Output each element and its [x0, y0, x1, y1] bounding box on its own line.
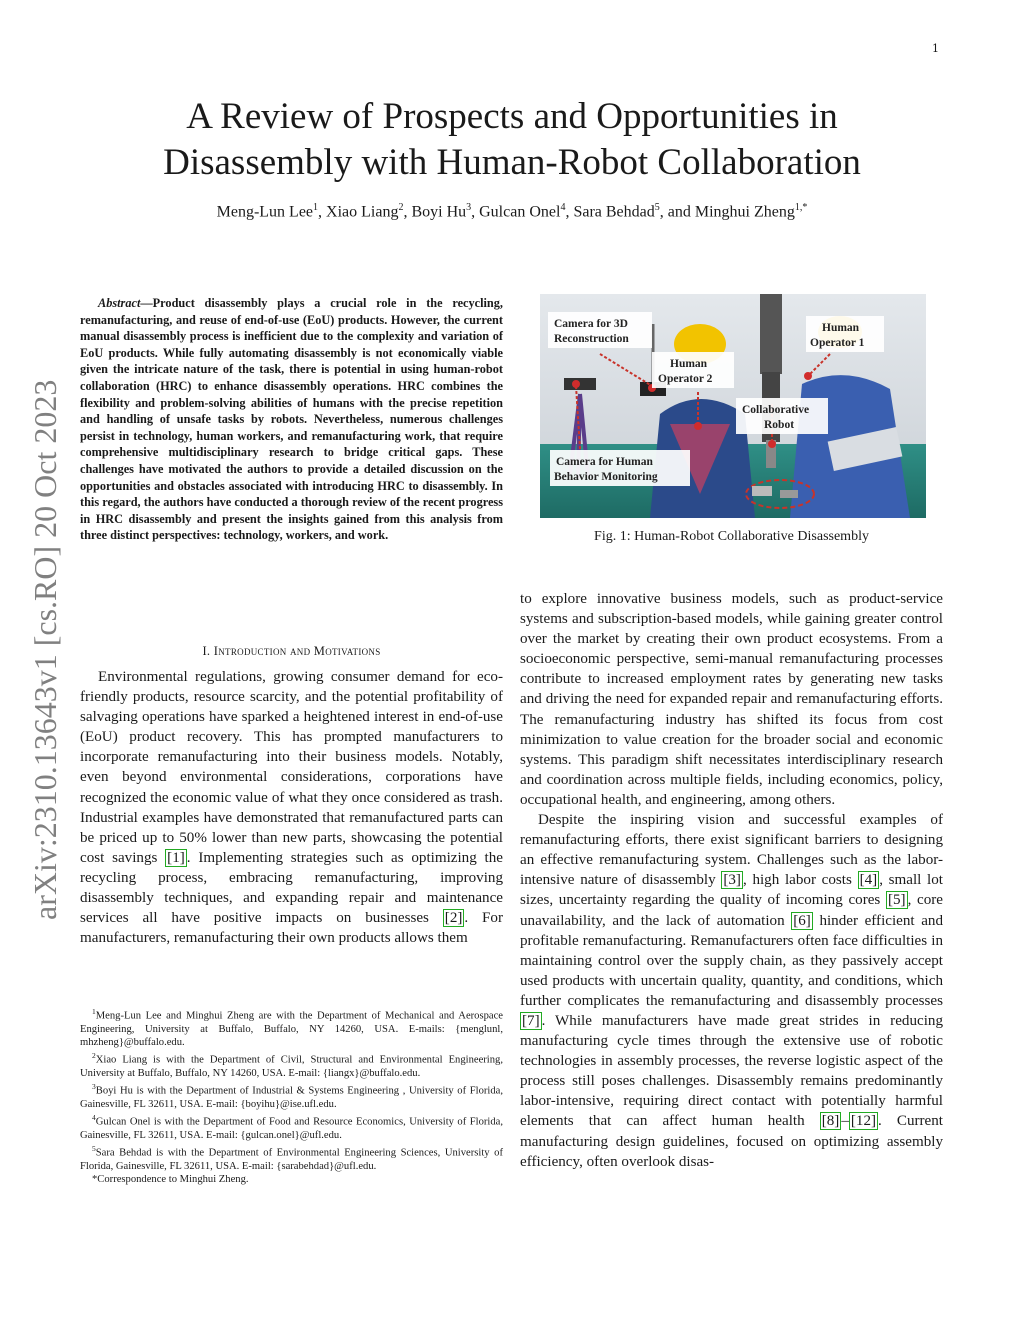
pointer-dot	[768, 440, 776, 448]
paragraph	[520, 810, 943, 1172]
pointer-dot	[694, 422, 702, 430]
footnote-text: *Correspondence to Minghui Zheng.	[92, 1173, 249, 1185]
right-column-text	[520, 589, 943, 1172]
label-camera-hb-line1: Camera for Human	[556, 456, 653, 468]
title-line-2: Disassembly with Human-Robot Collaboration	[163, 142, 861, 183]
footnote-text: Xiao Liang is with the Department of Civil, Structural and Environmental Engineering, University at Buffalo, Buffalo, NY 14260, USA. E-mail: {liangx}@buffalo.edu.	[80, 1054, 503, 1079]
footnote-mark: 2	[92, 1051, 96, 1061]
footnote-text: Sara Behdad is with the Department of Environmental Engineering Sciences, University of Florida, Gainesville, FL 32611, USA. E-mail: {sarabehdad}@ufl.edu.	[80, 1147, 503, 1172]
citation-dash: –	[841, 1113, 849, 1130]
abstract-label: Abstract	[98, 296, 141, 310]
intro-text-c: . For manufacturers, remanufacturing their own products allows them	[80, 910, 504, 947]
citation-link[interactable]: [1]	[167, 849, 185, 866]
paper-title	[80, 94, 944, 186]
footnote	[80, 1005, 503, 1049]
footnote-mark: 3	[92, 1082, 96, 1092]
intro-paragraph	[80, 667, 503, 948]
section-heading	[80, 644, 503, 659]
affiliation-mark: 4	[560, 202, 566, 213]
page-number: 1	[932, 42, 939, 55]
footnote-mark: 1	[92, 1007, 96, 1016]
citation-link[interactable]: [12]	[850, 1113, 877, 1130]
title-line-1: A Review of Prospects and Opportunities in	[186, 96, 838, 137]
paragraph-text: , core unavailability, and the lack of automation	[520, 892, 943, 929]
affiliation-mark: 1	[313, 202, 319, 213]
intro-text-a: Environmental regulations, growing consumer demand for eco-friendly products, resource scarcity, and the potential profitability of salvaging operations have sparked a heightened interest in end-of-use (EoU) product recovery. This has prompted manufacturers to incorporate remanufacturing into their business models. Notably, even beyond environmental considerations, corporations have recognized the economic value of what they once considered as trash. Industrial examples have demonstrated that remanufactured parts can be priced up to 50% lower than new parts, showcasing the potential cost savings	[80, 669, 503, 866]
citation-link[interactable]: [7]	[522, 1012, 540, 1029]
figure-caption: Fig. 1: Human-Robot Collaborative Disassembly	[594, 529, 869, 544]
citation-link[interactable]: [2]	[444, 910, 463, 927]
section-number: I.	[202, 644, 211, 658]
pointer-dot	[572, 380, 580, 388]
paragraph-text: , small lot sizes, uncertainty regarding the quality of incoming cores	[520, 872, 943, 909]
paragraph-text: . Current manufacturing design guidelines, focused on optimizing assembly efficiency, often overlook disas-	[520, 1113, 943, 1170]
figure-hrc-disassembly	[540, 294, 926, 518]
abstract	[80, 295, 503, 544]
footnote	[80, 1049, 503, 1080]
paragraph-text: to explore innovative business models, such as product-service systems and subscription-based models, while gaining greater control over the market by creating their own product ecosystems. From a socioeconomic perspective, semi-manual remanufacturing processes contribute to increased employment rates by generating new tasks and driving the need for expanded repair and remanufacturing efforts. The remanufacturing industry has shifted its focus from cost minimization to value creation for the broader social and economic systems. This paradigm shift necessitates interdisciplinary research and coordination across multiple fields, including economics, policy, occupational health, and engineering, among others.	[520, 591, 943, 808]
author-separator: , and	[659, 203, 695, 221]
author: Gulcan Onel	[479, 203, 561, 221]
footnote-text: Boyi Hu is with the Department of Industrial & Systems Engineering , University of Florida, Gainesville, FL 32611, USA. E-mail: {boyihu}@ise.ufl.edu.	[80, 1085, 503, 1110]
citation-link[interactable]: [5]	[887, 892, 906, 909]
citation-link[interactable]: [6]	[793, 912, 811, 929]
footnote	[80, 1111, 503, 1142]
product-part	[752, 486, 772, 496]
pointer-dot	[804, 372, 812, 380]
label-camera-3d-line2: Reconstruction	[554, 333, 629, 345]
label-operator-2-line2: Operator 2	[658, 373, 713, 385]
author-separator: ,	[565, 203, 574, 221]
paragraph-text: hinder efficient and profitable remanufacturing. Remanufacturers often face difficulties in maintaining control over the supply chain, as they passively accept used products with uncertain quality, quantity, and conditions, which further complicates the remanufacturing and disassembly processes	[520, 912, 943, 1009]
label-operator-1-line2: Operator 1	[810, 337, 865, 349]
paragraph-text: , high labor costs	[742, 872, 858, 889]
author-list	[80, 202, 944, 221]
figure-photo	[540, 294, 926, 518]
section-title: Introduction and Motivations	[213, 644, 381, 658]
author: Minghui Zheng	[694, 203, 795, 221]
label-operator-2-line1: Human	[670, 358, 708, 370]
author: Boyi Hu	[411, 203, 467, 221]
author: Meng-Lun Lee	[216, 203, 314, 221]
label-camera-hb-line2: Behavior Monitoring	[554, 471, 658, 483]
paragraph-text: . While manufacturers have made great strides in reducing manufacturing cycle times through the extensive use of robotic technologies in assembly processes, the reverse logistic aspect of the process still poses challenges. Disassembly remains predominantly labor-intensive, requiring direct contact with potentially harmful elements that can affect human health	[520, 1012, 943, 1130]
footnote-text: Gulcan Onel is with the Department of Food and Resource Economics, University of Florida, Gainesville, FL 32611, USA. E-mail: {gulcan.onel}@ufl.edu.	[80, 1116, 503, 1141]
intro-text-b: . Implementing strategies such as optimizing the recycling process, embracing remanufacturing, improving disassembly techniques, and expanding repair and maintenance services all have positive impacts on businesses	[80, 849, 503, 927]
footnote-mark: 5	[92, 1143, 96, 1153]
author: Sara Behdad	[573, 203, 655, 221]
citation-link[interactable]: [4]	[859, 872, 878, 889]
affiliation-mark: 5	[654, 202, 660, 213]
affiliation-mark: 3	[466, 202, 472, 213]
paragraph	[520, 589, 943, 810]
paragraph-text: Despite the inspiring vision and successful examples of remanufacturing efforts, there exist significant barriers to designing an effective remanufacturing system. Challenges such as the labor-intensive nature of disassembly	[520, 812, 943, 889]
footnote-mark: 4	[92, 1113, 96, 1123]
footnotes	[80, 1005, 503, 1186]
label-operator-1-line1: Human	[822, 322, 860, 334]
product-part	[780, 490, 798, 498]
author: Xiao Liang	[326, 203, 399, 221]
robot-base-link	[760, 294, 782, 374]
footnote	[80, 1080, 503, 1111]
author-separator: ,	[318, 203, 327, 221]
affiliation-mark: 2	[398, 202, 404, 213]
label-camera-3d-line1: Camera for 3D	[554, 318, 628, 330]
footnote	[80, 1173, 503, 1186]
footnote-text: Meng-Lun Lee and Minghui Zheng are with the Department of Mechanical and Aerospace Engineering, University at Buffalo, Buffalo, NY 14260, USA. E-mails: {menglunl, mhzheng}@buffalo.edu.	[80, 1010, 503, 1048]
author-separator: ,	[403, 203, 412, 221]
footnote	[80, 1142, 503, 1173]
label-robot-line1: Collaborative	[742, 404, 810, 416]
abstract-text: —Product disassembly plays a crucial role in the recycling, remanufacturing, and reuse of end-of-use (EoU) products. However, the current manual disassembly process is inefficient due to the complexity and variation of EoU products. While fully automating disassembly is not economically viable given the intricate nature of the task, there is potential in using human-robot collaboration (HRC) to enhance disassembly operations. HRC combines the flexibility and problem-solving abilities of humans with the precise repetition and handling of unsafe tasks by robots. Nevertheless, numerous challenges persist in technology, human workers, and remanufacturing work, that require comprehensive multidisciplinary research to bridge critical gaps. These challenges have motivated the authors to provide a detailed discussion on the opportunities and obstacles associated with introducing HRC to disassembly. In this regard, the authors have conducted a thorough review of the recent progress in HRC disassembly and present the insights gained from this analysis from three distinct perspectives: technology, workers, and work.	[80, 296, 503, 543]
affiliation-mark: 1,*	[794, 202, 808, 213]
author-separator: ,	[471, 203, 480, 221]
label-robot-line2: Robot	[764, 419, 795, 431]
citation-link[interactable]: [3]	[723, 872, 741, 889]
citation-link[interactable]: [8]	[821, 1113, 840, 1130]
arxiv-identifier[interactable]: arXiv:2310.13643v1 [cs.RO] 20 Oct 2023	[27, 379, 63, 921]
